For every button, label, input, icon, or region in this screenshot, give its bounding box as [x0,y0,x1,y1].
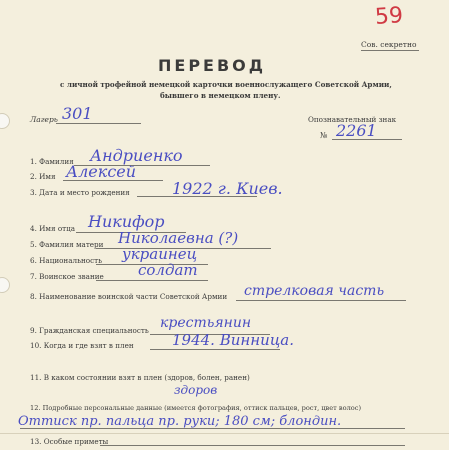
archive-number: 59 [374,3,404,30]
punch-hole-bottom [0,277,10,293]
field-line-rank [96,280,208,281]
punch-hole-top [0,113,10,129]
camp-underline [56,123,141,124]
field-label-condition: 11. В каком состоянии взят в плен (здоров, болен, ранен) [30,373,250,382]
field-value-mother-name: Николаевна (?) [118,229,239,247]
field-value-birth: 1922 г. Киев. [172,179,283,198]
field-value-nationality: украинец [122,245,198,263]
field-value-condition: здоров [174,383,218,397]
subtitle-line-1: с личной трофейной немецкой карточки военнослужащего Советской Армии, [60,80,392,89]
secrecy-label: Сов. секретно [361,40,417,49]
tag-number-prefix: № [320,131,328,140]
field-line-captured [150,349,280,350]
field-value-specialty: крестьянин [160,315,252,331]
field-value-unit: стрелковая часть [244,283,385,299]
secrecy-underline [361,50,419,51]
field-label-unit: 8. Наименование воинской части Советской Армии [30,292,228,301]
field-value-father-name: Никифор [88,212,165,231]
camp-label: Лагерь [30,115,58,124]
field-value-captured: 1944. Винница. [172,331,294,349]
field-label-rank: 7. Воинское звание [30,272,104,281]
field-label-birth: 3. Дата и место рождения [30,188,130,197]
paper-fold [0,433,449,434]
page-title: ПЕРЕВОД [158,56,267,75]
field-value-surname: Андриенко [90,146,183,165]
camp-value: 301 [62,104,93,123]
field-label-specialty: 9. Гражданская специальность [30,326,149,335]
field-line-special-marks [100,445,405,446]
tag-label: Опознавательный знак [308,115,397,124]
field-label-personal-data: 12. Подробные персональные данные (имеется фотография, оттиск пальцев, рост, цвет волос) [30,404,362,412]
tag-value: 2261 [336,121,377,140]
field-line-unit [236,300,406,301]
field-value-personal-data: Оттиск пр. пальца пр. руки; 180 см; блондин. [18,414,342,429]
field-label-nationality: 6. Национальность [30,256,103,265]
field-value-rank: солдат [138,261,198,279]
field-label-special-marks: 13. Особые приметы [30,437,109,446]
subtitle-line-2: бывшего в немецком плену. [160,91,281,100]
field-label-father-name: 4. Имя отца [30,224,76,233]
field-label-first-name: 2. Имя [30,172,56,181]
field-value-first-name: Алексей [66,162,137,181]
field-label-surname: 1. Фамилия [30,157,74,166]
field-label-mother-name: 5. Фамилия матери [30,240,104,249]
field-label-captured: 10. Когда и где взят в плен [30,341,134,350]
